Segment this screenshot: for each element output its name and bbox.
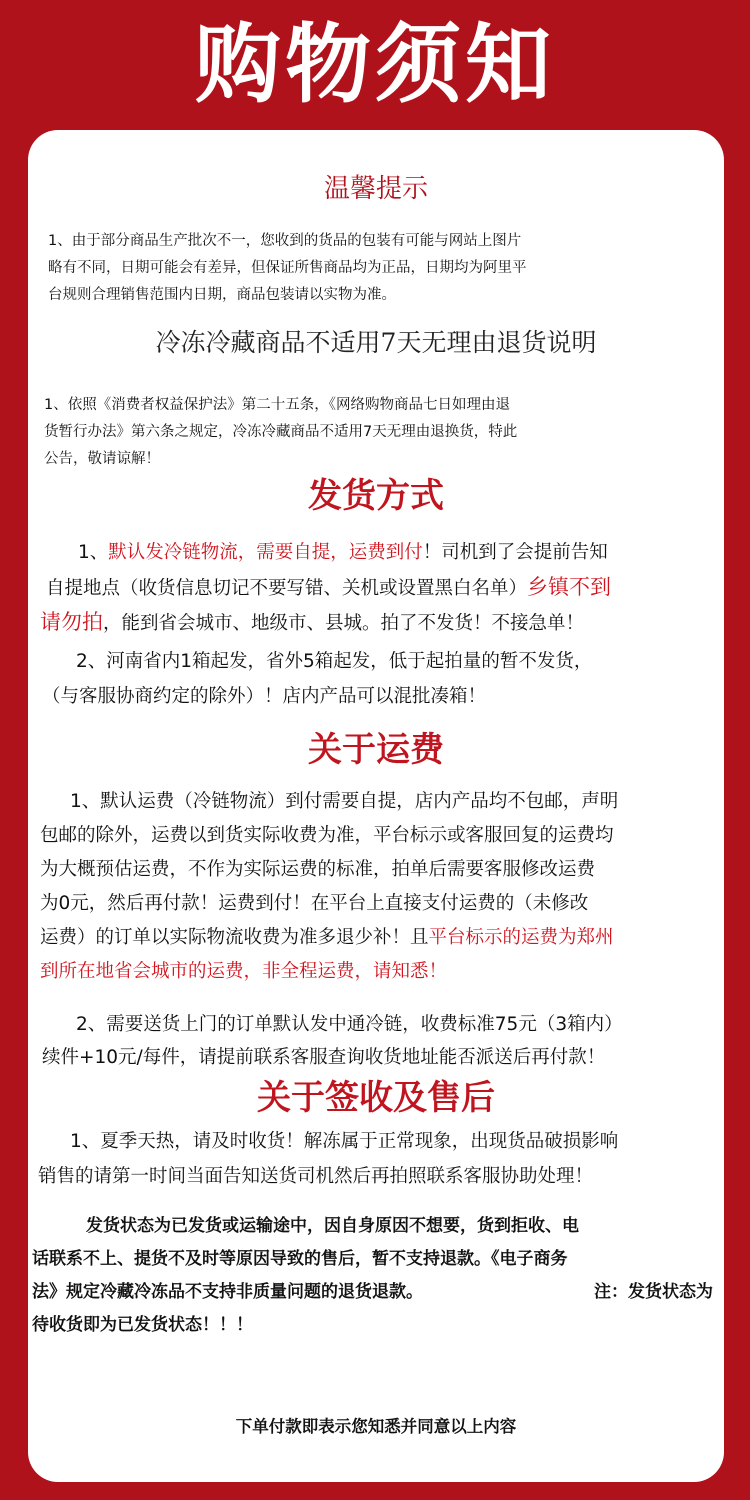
aftersale-line: 销售的请第一时间当面告知送货司机然后再拍照联系客服协助处理！ xyxy=(38,1166,594,1187)
freight-heading: 关于运费 xyxy=(308,730,444,770)
tips-line: 台规则合理销售范围内日期，商品包装请以实物为准。 xyxy=(48,287,396,303)
freight-line-8: 续件+10元/每件，请提前联系客服查询收货地址能否派送后再付款！ xyxy=(42,1047,606,1068)
notice-card xyxy=(28,130,724,1482)
page-title: 购物须知 xyxy=(195,15,555,115)
frozen-line: 1、依照《消费者权益保护法》第二十五条，《网络购物商品七日如理由退 xyxy=(44,397,510,413)
shipping-line-5: （与客服协商约定的除外）！店内产品可以混批凑箱！ xyxy=(42,686,487,707)
aftersale-heading: 关于签收及售后 xyxy=(257,1078,495,1118)
frozen-line: 货暂行办法》第六条之规定，冷冻冷藏商品不适用7天无理由退换货，特此 xyxy=(44,424,518,440)
freight-line-7: 2、需要送货上门的订单默认发中通冷链，收费标准75元（3箱内） xyxy=(76,1014,623,1035)
aftersale-policy-line: 待收货即为已发货状态！！！ xyxy=(32,1315,253,1335)
frozen-line: 公告，敬请谅解！ xyxy=(44,451,160,467)
aftersale-policy-line: 法》规定冷藏冷冻品不支持非质量问题的退货退款。 xyxy=(32,1282,423,1302)
shipping-line-2 xyxy=(46,571,611,605)
aftersale-policy-line: 话联系不上、提货不及时等原因导致的售后，暂不支持退款。《电子商务 xyxy=(32,1249,568,1269)
frozen-heading: 冷冻冷藏商品不适用7天无理由退货说明 xyxy=(155,328,597,357)
aftersale-note: 注：发货状态为 xyxy=(594,1282,713,1302)
freight-highlight: 平台标示的运费为郑州 xyxy=(428,927,614,948)
shipping-text: 自提地点（收货信息切记不要写错、关机或设置黑白名单） xyxy=(46,578,528,599)
shipping-line-1 xyxy=(78,536,608,569)
freight-line-5 xyxy=(40,921,614,954)
freight-line: 1、默认运费（冷链物流）到付需要自提，店内产品均不包邮，声明 xyxy=(70,791,619,812)
freight-text: 运费）的订单以实际物流收费为准多退少补！且 xyxy=(40,927,429,948)
shipping-highlight: 请勿拍 xyxy=(40,610,103,634)
shipping-highlight: 乡镇不到 xyxy=(527,575,612,599)
tips-line: 略有不同，日期可能会有差异，但保证所售商品均为正品，日期均为阿里平 xyxy=(48,260,527,276)
aftersale-policy-line: 发货状态为已发货或运输途中，因自身原因不想要，货到拒收、电 xyxy=(86,1216,579,1236)
shipping-heading: 发货方式 xyxy=(308,476,444,516)
shipping-prefix: 1、 xyxy=(78,542,109,563)
tips-line: 1、由于部分商品生产批次不一，您收到的货品的包装有可能与网站上图片 xyxy=(48,233,522,249)
freight-line: 为0元，然后再付款！运费到付！在平台上直接支付运费的（未修改 xyxy=(40,893,589,914)
freight-line: 为大概预估运费，不作为实际运费的标准，拍单后需要客服修改运费 xyxy=(40,859,596,880)
shipping-text: ！司机到了会提前告知 xyxy=(422,542,608,563)
freight-highlight: 到所在地省会城市的运费，非全程运费，请知悉！ xyxy=(40,961,448,982)
shipping-text: ，能到省会城市、地级市、县城。拍了不发货！不接急单！ xyxy=(103,613,585,634)
shipping-line-3 xyxy=(40,606,584,640)
shipping-highlight: 默认发冷链物流，需要自提，运费到付 xyxy=(108,542,423,563)
freight-line: 包邮的除外，运费以到货实际收费为准，平台标示或客服回复的运费均 xyxy=(40,825,614,846)
tips-heading: 温馨提示 xyxy=(323,174,428,204)
footer-agreement: 下单付款即表示您知悉并同意以上内容 xyxy=(235,1417,517,1436)
shipping-line-4: 2、河南省内1箱起发，省外5箱起发，低于起拍量的暂不发货， xyxy=(76,651,593,672)
aftersale-line: 1、夏季天热，请及时收货！解冻属于正常现象，出现货品破损影响 xyxy=(70,1131,619,1152)
